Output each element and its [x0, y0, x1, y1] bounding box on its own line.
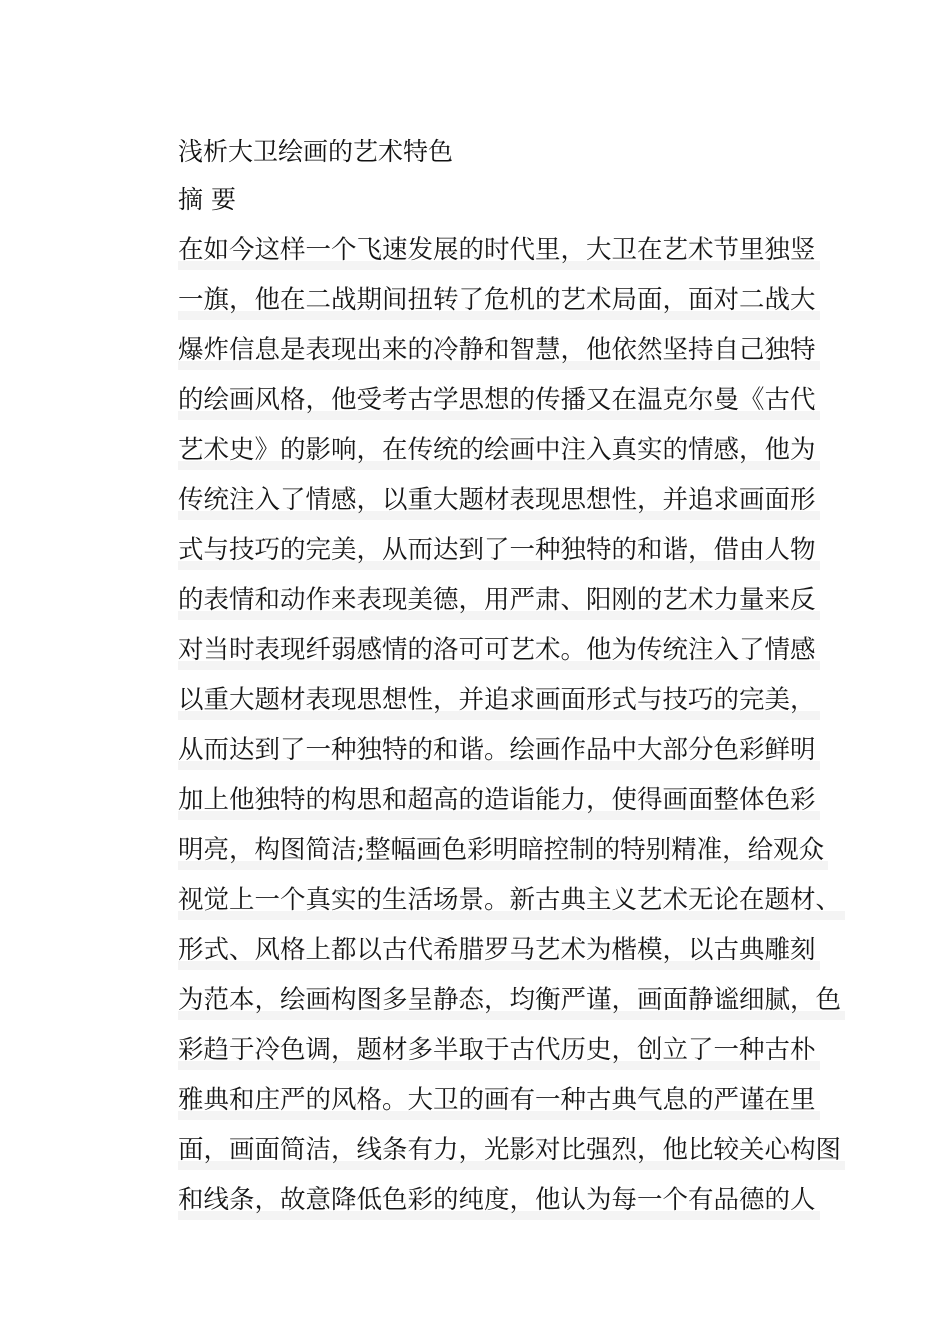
body-text-line-content: 从而达到了一种独特的和谐。绘画作品中大部分色彩鲜明 [178, 730, 820, 770]
body-text-line-content: 明亮，构图简洁;整幅画色彩明暗控制的特别精准，给观众 [178, 830, 828, 870]
body-text-line-content: 以重大题材表现思想性，并追求画面形式与技巧的完美， [178, 680, 820, 720]
body-text-line [178, 1180, 838, 1230]
body-text-line [178, 730, 838, 780]
body-text-line-content: 对当时表现纤弱感情的洛可可艺术。他为传统注入了情感 [178, 630, 820, 670]
body-text-line [178, 580, 838, 630]
body-text-line-content: 艺术史》的影响，在传统的绘画中注入真实的情感，他为 [178, 430, 820, 470]
body-text-line [178, 380, 838, 430]
body-text-line-content: 为范本，绘画构图多呈静态，均衡严谨，画面静谧细腻，色 [178, 980, 845, 1020]
body-text-line [178, 830, 838, 880]
body-text-line-content: 一旗，他在二战期间扭转了危机的艺术局面，面对二战大 [178, 280, 820, 320]
body-text-line-content: 的表情和动作来表现美德，用严肃、阳刚的艺术力量来反 [178, 580, 820, 620]
body-text-line [178, 630, 838, 680]
body-text-line-content: 彩趋于冷色调，题材多半取于古代历史，创立了一种古朴 [178, 1030, 820, 1070]
abstract-heading: 摘 要 [178, 185, 236, 214]
body-text-line [178, 530, 838, 580]
body-text-line [178, 1130, 842, 1180]
body-text-line-content: 雅典和庄严的风格。大卫的画有一种古典气息的严谨在里 [178, 1080, 820, 1120]
body-text-line [178, 230, 838, 280]
body-text-line [178, 480, 838, 530]
body-text-line-content: 传统注入了情感，以重大题材表现思想性，并追求画面形 [178, 480, 820, 520]
body-text-line [178, 780, 838, 830]
body-text-line [178, 1030, 838, 1080]
body-text-line-content: 爆炸信息是表现出来的冷静和智慧，他依然坚持自己独特 [178, 330, 820, 370]
body-text-line [178, 1080, 838, 1130]
body-text-line [178, 430, 838, 480]
abstract-body [178, 230, 842, 1230]
body-text-line [178, 330, 838, 380]
body-text-line [178, 930, 838, 980]
body-text-line-content: 加上他独特的构思和超高的造诣能力，使得画面整体色彩 [178, 780, 820, 820]
body-text-line [178, 880, 842, 930]
body-text-line-content: 形式、风格上都以古代希腊罗马艺术为楷模，以古典雕刻 [178, 930, 820, 970]
body-text-line [178, 980, 842, 1030]
body-text-line-content: 式与技巧的完美，从而达到了一种独特的和谐，借由人物 [178, 530, 820, 570]
body-text-line-content: 面，画面简洁，线条有力，光影对比强烈，他比较关心构图 [178, 1130, 845, 1170]
body-text-line-content: 在如今这样一个飞速发展的时代里，大卫在艺术节里独竖 [178, 230, 820, 270]
body-text-line [178, 680, 838, 730]
document-title: 浅析大卫绘画的艺术特色 [178, 137, 454, 166]
body-text-line-content: 和线条，故意降低色彩的纯度，他认为每一个有品德的人 [178, 1180, 820, 1220]
body-text-line-content: 视觉上一个真实的生活场景。新古典主义艺术无论在题材、 [178, 880, 845, 920]
body-text-line [178, 280, 838, 330]
body-text-line-content: 的绘画风格，他受考古学思想的传播又在温克尔曼《古代 [178, 380, 820, 420]
